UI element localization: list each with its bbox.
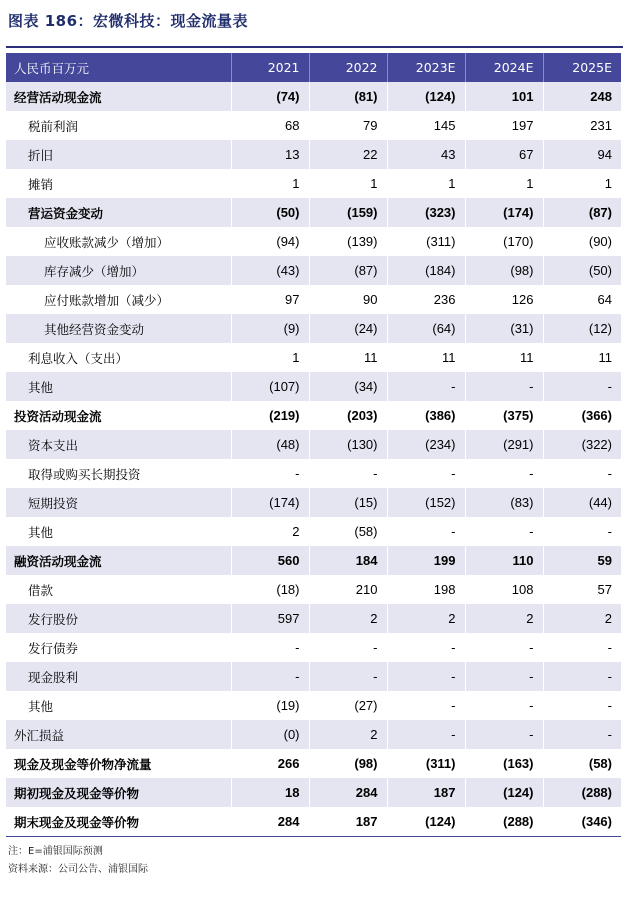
cell-value: - [387,691,465,720]
cell-value: 231 [590,118,612,133]
table-row [6,720,621,749]
table-body [6,82,621,836]
cell-value: - [231,662,309,691]
cell-value: - [543,720,621,749]
row-label: 取得或购买长期投资 [6,459,231,488]
table-row [6,285,621,314]
cell-value: 11 [598,350,612,365]
table-row [6,227,621,256]
cell-value: (386) [387,401,465,430]
row-label: 发行股份 [6,604,231,633]
cell-value: (9) [231,314,309,343]
row-label: 期末现金及现金等价物 [6,807,231,836]
cell-value: (34) [309,372,387,401]
cell-value: 79 [309,111,387,140]
cell-value: (184) [387,256,465,285]
cell-value: 284 [309,778,387,807]
table-row [6,343,621,372]
cell-value: (288) [465,807,543,836]
header-year-2025e: 2025E [543,53,621,82]
cell-value: 64 [597,292,612,307]
cell-value: (346) [581,814,612,829]
cell-value: - [607,466,612,481]
table-row [6,662,621,691]
cell-value: 67 [465,140,543,169]
header-year-2024e: 2024E [465,53,543,82]
cell-value: 110 [465,546,543,575]
cell-value: 284 [231,807,309,836]
cell-value: (174) [465,198,543,227]
cell-value: 248 [543,82,621,111]
cell-value: - [231,459,309,488]
cell-value: (288) [543,778,621,807]
cell-value: (124) [387,807,465,836]
row-label: 其他经营资金变动 [6,314,231,343]
cell-value: - [465,720,543,749]
cell-value: 94 [543,140,621,169]
table-row [6,401,621,430]
cell-value: 18 [231,778,309,807]
table-row [6,140,621,169]
row-label: 其他 [6,517,231,546]
cell-value: - [309,662,387,691]
cell-value: 2 [387,604,465,633]
cell-value: - [387,720,465,749]
cell-value: (27) [309,691,387,720]
table-row [6,517,621,546]
table-row [6,633,621,662]
cell-value: 2 [231,517,309,546]
table-row [6,749,621,778]
cell-value: (366) [581,408,612,423]
cell-value: 187 [387,778,465,807]
row-label: 应收账款减少（增加） [6,227,231,256]
row-label: 发行债券 [6,633,231,662]
cell-value: 97 [231,285,309,314]
cell-value: - [607,698,612,713]
cell-value: 1 [387,169,465,198]
cell-value: (322) [543,430,621,459]
cell-value: 22 [309,140,387,169]
table-row [6,546,621,575]
cell-value: - [465,517,543,546]
cell-value: (98) [465,256,543,285]
cell-value: 199 [387,546,465,575]
cell-value: (152) [387,488,465,517]
page-title: 图表 186：宏微科技：现金流量表 [8,12,249,30]
cell-value: 11 [465,343,543,372]
cell-value: (90) [588,234,612,249]
cell-value: 2 [309,720,387,749]
cell-value: (170) [465,227,543,256]
cell-value: (44) [543,488,621,517]
table-bottom-divider [6,836,621,837]
table-row [6,604,621,633]
cell-value: (43) [231,256,309,285]
row-label: 投资活动现金流 [6,401,231,430]
cell-value: 266 [231,749,309,778]
cell-value: (48) [231,430,309,459]
cell-value: (19) [231,691,309,720]
cell-value: (234) [387,430,465,459]
cell-value: (18) [231,575,309,604]
table-row [6,459,621,488]
cell-value: 68 [231,111,309,140]
cell-value: 560 [231,546,309,575]
table-row [6,314,621,343]
table-row [6,169,621,198]
cell-value: (87) [543,198,621,227]
cell-value: 43 [387,140,465,169]
cell-value: (311) [387,227,465,256]
cell-value: (64) [387,314,465,343]
header-year-2022: 2022 [309,53,387,82]
row-label: 短期投资 [6,488,231,517]
cell-value: 210 [309,575,387,604]
cell-value: (24) [309,314,387,343]
cell-value: 1 [231,343,309,372]
cell-value: - [543,372,621,401]
cell-value: - [231,633,309,662]
cell-value: 2 [543,604,621,633]
cell-value: (174) [231,488,309,517]
table-row [6,488,621,517]
cell-value: 187 [309,807,387,836]
header-year-2021: 2021 [231,53,309,82]
row-label: 资本支出 [6,430,231,459]
cell-value: (0) [231,720,309,749]
cell-value: - [465,372,543,401]
table-row [6,256,621,285]
cell-value: - [543,662,621,691]
cell-value: 145 [387,111,465,140]
cash-flow-table [6,53,621,836]
cell-value: (87) [309,256,387,285]
cell-value: 2 [309,604,387,633]
cell-value: 108 [465,575,543,604]
row-label: 营运资金变动 [6,198,231,227]
cell-value: (323) [387,198,465,227]
cell-value: (15) [309,488,387,517]
cell-value: 126 [465,285,543,314]
row-label: 现金及现金等价物净流量 [6,749,231,778]
cell-value: - [309,459,387,488]
cell-value: 184 [309,546,387,575]
cell-value: (98) [309,749,387,778]
row-label: 税前利润 [6,111,231,140]
cell-value: (203) [309,401,387,430]
cell-value: - [465,459,543,488]
row-label: 现金股利 [6,662,231,691]
row-label: 借款 [6,575,231,604]
cell-value: (50) [543,256,621,285]
row-label: 折旧 [6,140,231,169]
row-label: 其他 [6,372,231,401]
title-divider [6,46,623,48]
row-label: 其他 [6,691,231,720]
cell-value: - [607,524,612,539]
table-row [6,430,621,459]
cell-value: (163) [465,749,543,778]
cell-value: 236 [387,285,465,314]
footnote-estimate: 注：E=浦银国际预测 [8,846,103,857]
row-label: 经营活动现金流 [6,82,231,111]
cell-value: (58) [309,517,387,546]
table-row [6,82,621,111]
table-row [6,198,621,227]
cell-value: 1 [231,169,309,198]
cell-value: (375) [465,401,543,430]
cell-value: 57 [597,582,612,597]
cell-value: (124) [387,82,465,111]
cell-value: 11 [387,343,465,372]
cell-value: 90 [309,285,387,314]
cell-value: - [387,459,465,488]
cell-value: 1 [604,176,612,191]
cell-value: 101 [465,82,543,111]
cell-value: 1 [465,169,543,198]
cell-value: (159) [309,198,387,227]
cell-value: 13 [231,140,309,169]
table-row [6,372,621,401]
cell-value: - [387,517,465,546]
cell-value: - [607,640,612,655]
cell-value: 59 [543,546,621,575]
cell-value: - [387,633,465,662]
cell-value: - [465,662,543,691]
cell-value: (219) [231,401,309,430]
cell-value: 11 [309,343,387,372]
table-row [6,111,621,140]
cell-value: (311) [387,749,465,778]
row-label: 外汇损益 [6,720,231,749]
cell-value: (291) [465,430,543,459]
cell-value: 197 [465,111,543,140]
header-unit-label: 人民币百万元 [6,53,231,82]
cell-value: (50) [231,198,309,227]
cell-value: (130) [309,430,387,459]
cell-value: (107) [231,372,309,401]
cell-value: 2 [465,604,543,633]
cell-value: 198 [387,575,465,604]
row-label: 应付账款增加（减少） [6,285,231,314]
cell-value: - [387,662,465,691]
table-row [6,778,621,807]
table-header-row [6,53,621,82]
table-row [6,691,621,720]
cell-value: 597 [231,604,309,633]
cell-value: (94) [231,227,309,256]
header-year-2023e: 2023E [387,53,465,82]
cell-value: - [465,691,543,720]
table-row [6,575,621,604]
row-label: 期初现金及现金等价物 [6,778,231,807]
row-label: 融资活动现金流 [6,546,231,575]
cell-value: - [309,633,387,662]
cell-value: 1 [309,169,387,198]
row-label: 利息收入（支出） [6,343,231,372]
cell-value: (81) [309,82,387,111]
cell-value: - [387,372,465,401]
cell-value: - [465,633,543,662]
footnote-source: 资料来源：公司公告、浦银国际 [8,864,148,875]
cell-value: (31) [465,314,543,343]
cell-value: (124) [465,778,543,807]
cell-value: (58) [588,756,612,771]
cell-value: (83) [465,488,543,517]
cell-value: (12) [543,314,621,343]
cell-value: (139) [309,227,387,256]
table-row [6,807,621,836]
row-label: 摊销 [6,169,231,198]
row-label: 库存减少（增加） [6,256,231,285]
cell-value: (74) [231,82,309,111]
